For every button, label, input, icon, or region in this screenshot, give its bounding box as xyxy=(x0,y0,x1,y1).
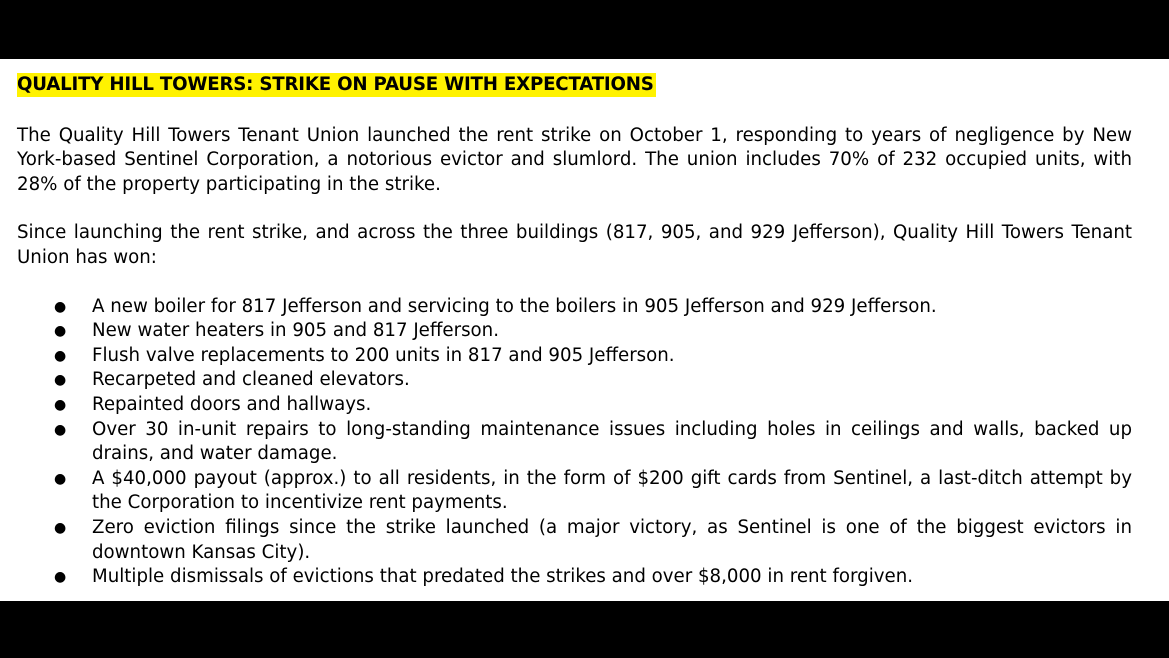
list-item xyxy=(17,344,1132,369)
list-item-text: Over 30 in-unit repairs to long-standing maintenance issues including holes in ceilings and walls, backed up drains, and water damage. xyxy=(92,418,1132,465)
list-item-text: New water heaters in 905 and 817 Jefferson. xyxy=(92,320,499,342)
list-item-text: A new boiler for 817 Jefferson and servicing to the boilers in 905 Jefferson and 929 Jefferson. xyxy=(92,295,937,317)
list-item-text: Flush valve replacements to 200 units in 817 and 905 Jefferson. xyxy=(92,344,675,366)
list-item xyxy=(17,295,1132,320)
list-item-text: Repainted doors and hallways. xyxy=(92,393,372,415)
list-item xyxy=(17,565,1132,590)
bullet-icon: ● xyxy=(54,569,67,586)
bullet-icon: ● xyxy=(54,519,67,536)
bullet-icon: ● xyxy=(54,372,67,389)
letterbox-top xyxy=(0,0,1169,59)
list-item-text: Multiple dismissals of evictions that predated the strikes and over $8,000 in rent forgiven. xyxy=(92,566,914,588)
bullet-icon: ● xyxy=(54,323,67,340)
list-item-text: Zero eviction filings since the strike launched (a major victory, as Sentinel is one of the biggest evictors in downtown Kansas City). xyxy=(92,516,1132,563)
bullet-icon: ● xyxy=(54,421,67,438)
bullet-icon: ● xyxy=(54,298,67,315)
list-item-text: Recarpeted and cleaned elevators. xyxy=(92,369,410,391)
list-item xyxy=(17,368,1132,393)
bullet-icon: ● xyxy=(54,396,67,413)
intro-paragraph: The Quality Hill Towers Tenant Union launched the rent strike on October 1, responding to years of negligence by New York-based Sentinel Corporation, a notorious evictor and slumlord. The union includes 70% of 232 occupied units, with 28% of the property participating in the strike. xyxy=(17,124,1132,195)
bullet-icon: ● xyxy=(54,347,67,364)
list-item xyxy=(17,467,1132,516)
list-item xyxy=(17,516,1132,565)
list-item xyxy=(17,393,1132,418)
bullet-icon: ● xyxy=(54,470,67,487)
document-body xyxy=(17,73,1132,590)
list-item-text: A $40,000 payout (approx.) to all residents, in the form of $200 gift cards from Sentinel, a last-ditch attempt by the Corporation to incentivize rent payments. xyxy=(92,467,1132,514)
wins-list xyxy=(17,295,1132,590)
document-slide xyxy=(0,59,1169,601)
list-item xyxy=(17,418,1132,467)
document-title: QUALITY HILL TOWERS: STRIKE ON PAUSE WITH EXPECTATIONS xyxy=(17,74,654,95)
wins-lead-paragraph: Since launching the rent strike, and across the three buildings (817, 905, and 929 Jefferson), Quality Hill Towers Tenant Union has won: xyxy=(17,222,1132,268)
letterbox-bottom xyxy=(0,601,1169,658)
list-item xyxy=(17,319,1132,344)
